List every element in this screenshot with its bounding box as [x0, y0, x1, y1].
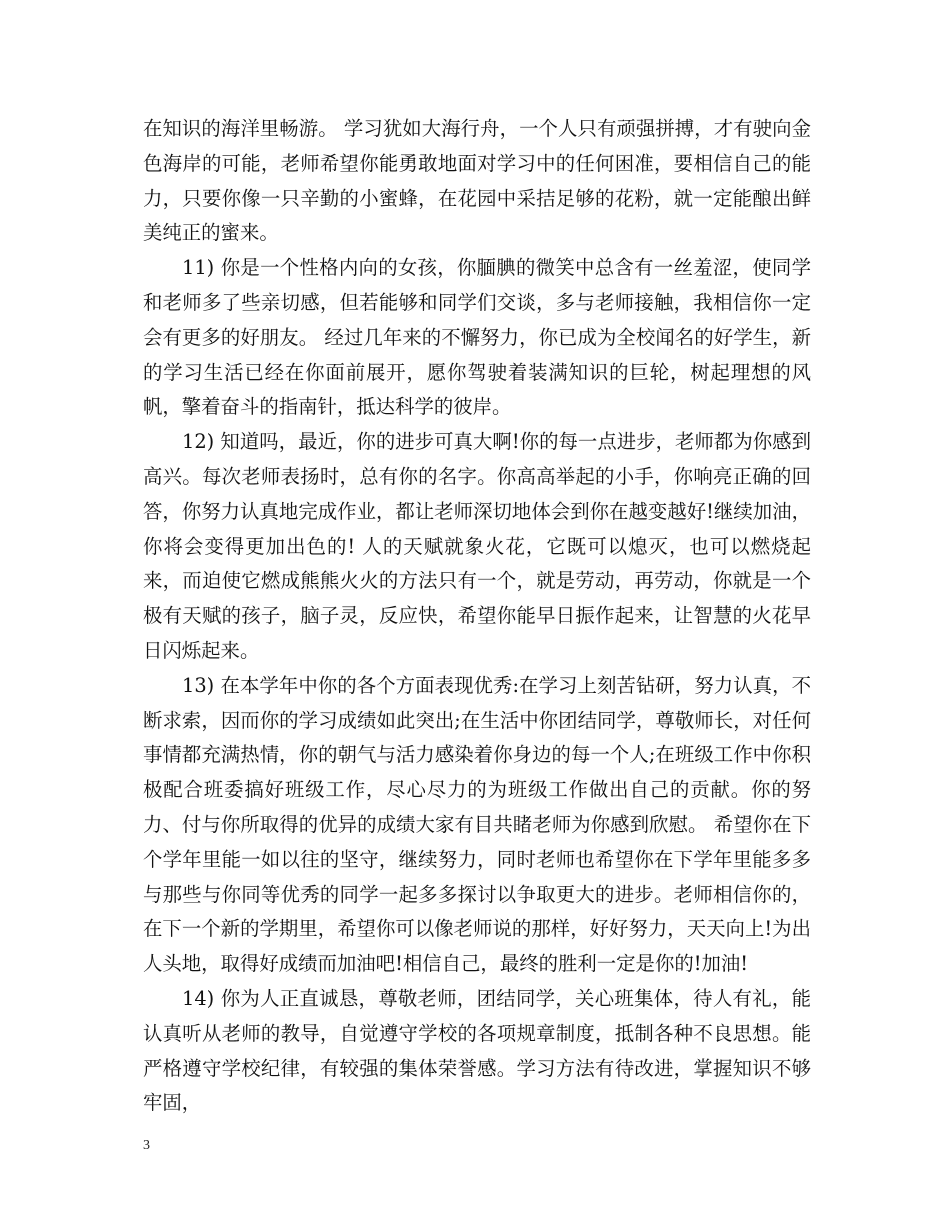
paragraph-14: 14) 你为人正直诚恳，尊敬老师，团结同学，关心班集体，待人有礼，能认真听从老师的教导，自觉遵守学校的各项规章制度，抵制各种不良思想。能严格遵守学校纪律，有较强的集体荣誉感。学习方法有待改进，掌握知识不够牢固，: [143, 986, 811, 1115]
paragraph-11: 11) 你是一个性格内向的女孩，你腼腆的微笑中总含有一丝羞涩，使同学和老师多了些亲切感，但若能够和同学们交谈，多与老师接触，我相信你一定会有更多的好朋友。 经过几年来的不懈努力，你已成为全校闻名的好学生，新的学习生活已经在你面前展开，愿你驾驶着装满知识的巨轮，树起理想的风帆，擎着奋斗的指南针，抵达科学的彼岸。: [143, 256, 811, 419]
page-number: 3: [143, 1138, 150, 1153]
body-text: [143, 112, 811, 1121]
paragraph-continuation: 在知识的海洋里畅游。 学习犹如大海行舟，一个人只有顽强拼搏，才有驶向金色海岸的可能，老师希望你能勇敢地面对学习中的任何困准，要相信自己的能力，只要你像一只辛勤的小蜜蜂，在花园中采拮足够的花粉，就一定能酿出鲜美纯正的蜜来。: [143, 117, 811, 245]
paragraph-12: 12) 知道吗，最近，你的进步可真大啊!你的每一点进步，老师都为你感到高兴。每次老师表扬时，总有你的名字。你高高举起的小手，你响亮正确的回答，你努力认真地完成作业，都让老师深切地体会到你在越变越好!继续加油，你将会变得更加出色的! 人的天赋就象火花，它既可以熄灭，也可以燃烧起来，而迫使它燃成熊熊火火的方法只有一个，就是劳动，再劳动，你就是一个极有天赋的孩子，脑子灵，反应快，希望你能早日振作起来，让智慧的火花早日闪烁起来。: [143, 430, 811, 662]
paragraph-13: 13) 在本学年中你的各个方面表现优秀:在学习上刻苦钻研，努力认真，不断求索，因而你的学习成绩如此突出;在生活中你团结同学，尊敬师长，对任何事情都充满热情，你的朝气与活力感染着你身边的每一个人;在班级工作中你积极配合班委搞好班级工作，尽心尽力的为班级工作做出自己的贡献。你的努力、付与你所取得的优异的成绩大家有目共睹老师为你感到欣慰。 希望你在下个学年里能一如以往的坚守，继续努力，同时老师也希望你在下学年里能多多与那些与你同等优秀的同学一起多多探讨以争取更大的进步。老师相信你的，在下一个新的学期里，希望你可以像老师说的那样，好好努力，天天向上!为出人头地，取得好成绩而加油吧!相信自己，最终的胜利一定是你的!加油!: [143, 673, 811, 976]
